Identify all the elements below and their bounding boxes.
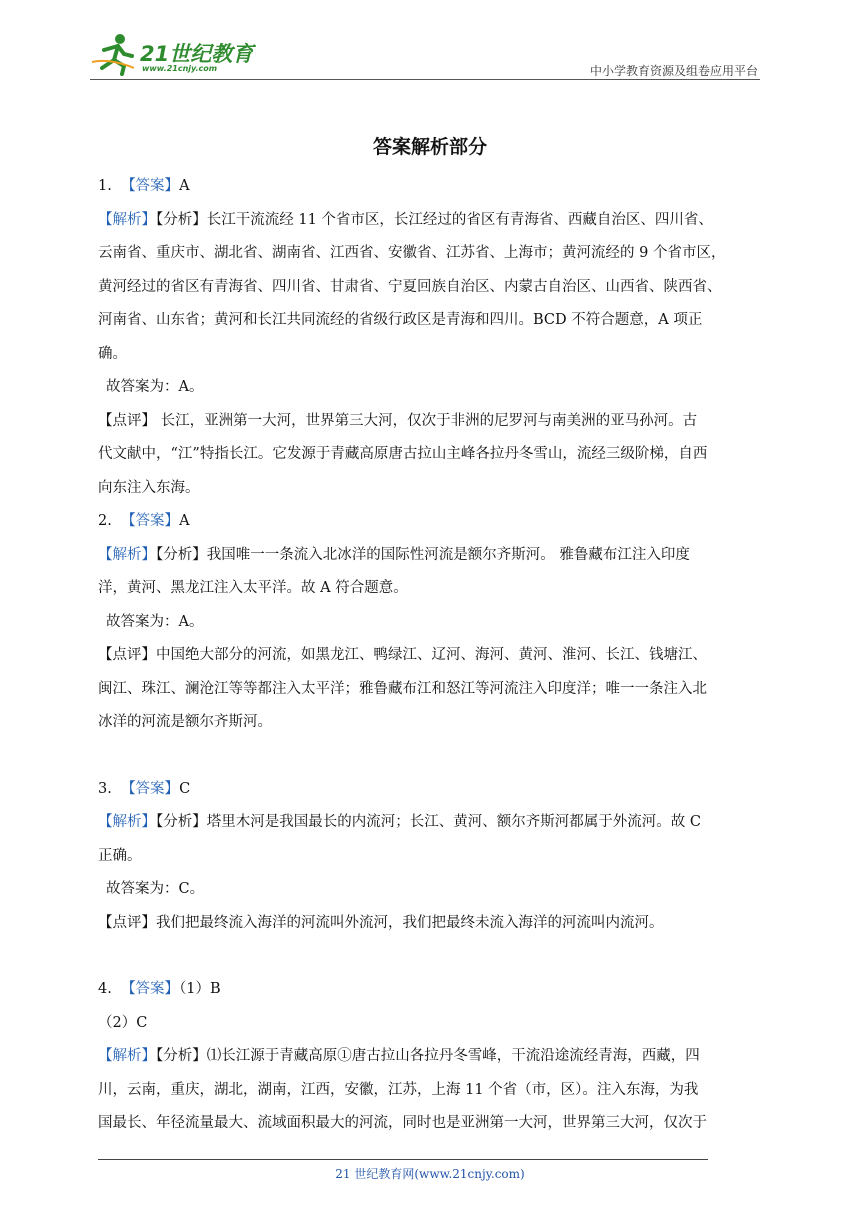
q1-comment: 【点评】 长江，亚洲第一大河，世界第三大河，仅次于非洲的尼罗河与南美洲的亚马孙河。古 [98,412,698,429]
q1-comment-line: 向东注入东海。 [98,479,200,496]
q3-answer: 3. 【答案】C [98,780,191,797]
q2-comment-line: 冰洋的河流是额尔齐斯河。 [98,714,272,730]
q4-analysis-line: 国最长、年径流量最大、流域面积最大的河流，同时也是亚洲第一大河，世界第三大河，仅次于 [98,1115,707,1131]
q1-analysis-line: 黄河经过的省区有青海省、四川省、甘肃省、宁夏回族自治区、内蒙古自治区、山西省、陕西省、 [98,278,722,295]
q2-analysis-line: 洋，黄河、黑龙江注入太平洋。故 A 符合题意。 [98,580,408,596]
runner-logo-icon [90,32,138,76]
logo [90,30,260,80]
answer-content [98,170,764,1141]
q1-conclusion: 故答案为：A。 [106,379,204,395]
q4-analysis: 【解析】【分析】⑴长江源于青藏高原①唐古拉山各拉丹冬雪峰，干流沿途流经青海，西藏，四 [98,1048,700,1064]
q4-answer-2: （2）C [98,1014,148,1031]
q2-analysis: 【解析】【分析】我国唯一一条流入北冰洋的国际性河流是额尔齐斯河。 雅鲁藏布江注入印度 [98,546,690,563]
page-header [90,30,760,82]
q1-analysis-line: 云南省、重庆市、湖北省、湖南省、江西省、安徽省、江苏省、上海市；黄河流经的 9 个省市区， [98,245,726,261]
logo-text: 21世纪教育 [140,42,254,66]
platform-name: 中小学教育资源及组卷应用平台 [589,64,758,78]
q1-comment-line: 代文献中，“江”特指长江。它发源于青藏高原唐古拉山主峰各拉丹冬雪山，流经三级阶梯，自西 [98,446,708,462]
q1-analysis-line: 确。 [98,345,127,362]
page-title: 答案解析部分 [372,136,487,158]
q3-conclusion: 故答案为：C。 [106,881,205,897]
q1-answer: 1. 【答案】A [98,178,190,194]
q1-analysis-line: 河南省、山东省；黄河和长江共同流经的省级行政区是青海和四川。BCD 不符合题意，A 项正 [98,312,703,328]
q2-comment-line: 闽江、珠江、澜沧江等等都注入太平洋；雅鲁藏布江和怒江等河流注入印度洋；唯一一条注入北 [98,680,707,697]
q2-conclusion: 故答案为：A。 [106,613,204,630]
header-divider [90,79,760,80]
q3-analysis-line: 正确。 [98,847,142,864]
footer-link[interactable]: 21 世纪教育网(www.21cnjy.com) [335,1167,525,1181]
logo-url: www.21cnjy.com [142,64,218,73]
footer-divider [98,1159,708,1160]
q4-answer: 4. 【答案】（1）B [98,981,221,997]
q4-analysis-line: 川，云南，重庆，湖北，湖南，江西，安徽，江苏，上海 11 个省（市，区）。注入东海，为我 [98,1081,699,1098]
q2-answer: 2. 【答案】A [98,513,190,529]
q2-comment: 【点评】中国绝大部分的河流，如黑龙江、鸭绿江、辽河、海河、黄河、淮河、长江、钱塘江、 [98,647,707,663]
q1-analysis: 【解析】【分析】长江干流流经 11 个省市区，长江经过的省区有青海省、西藏自治区、四川省、 [98,211,713,228]
q3-analysis: 【解析】【分析】塔里木河是我国最长的内流河；长江、黄河、额尔齐斯河都属于外流河。故 C [98,814,701,830]
q3-comment: 【点评】我们把最终流入海洋的河流叫外流河，我们把最终未流入海洋的河流叫内流河。 [98,914,664,931]
